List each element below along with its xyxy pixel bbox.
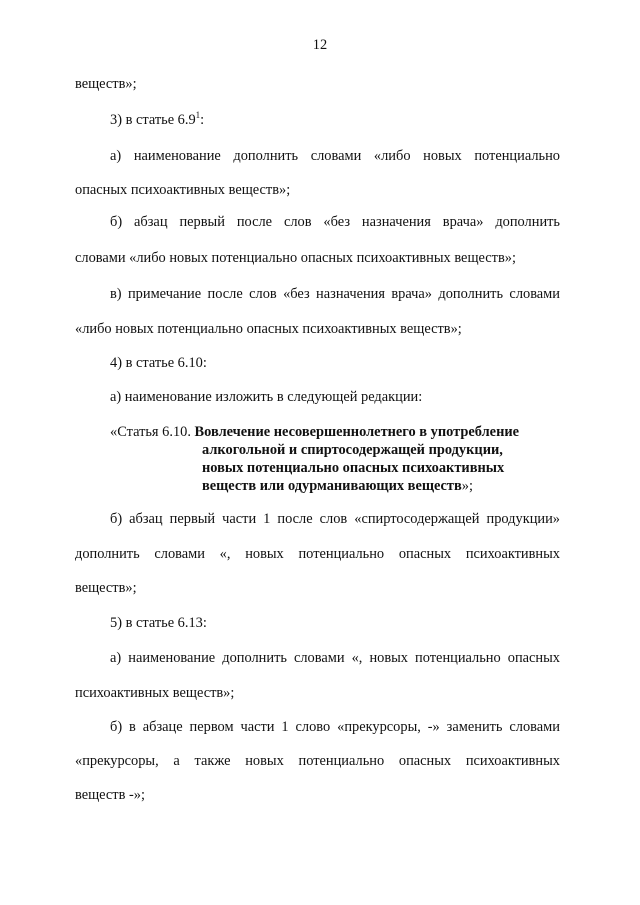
text-line: а) наименование дополнить словами «либо новых потенциально	[110, 148, 560, 164]
article-title-bold: веществ или одурманивающих веществ	[202, 478, 462, 494]
text-line: 5) в статье 6.13:	[110, 615, 207, 631]
text-line: а) наименование дополнить словами «, новых потенциально опасных	[110, 650, 560, 666]
superscript: 1	[195, 110, 201, 120]
text-line: б) в абзаце первом части 1 слово «прекурсоры, -» заменить словами	[110, 719, 560, 735]
article-title-line: алкогольной и спиртосодержащей продукции,	[202, 442, 503, 458]
text-line: опасных психоактивных веществ»;	[75, 182, 291, 198]
article-title-line	[202, 477, 473, 495]
article-title-bold: Вовлечение несовершеннолетнего в употребление	[194, 424, 520, 440]
text-line: дополнить словами «, новых потенциально опасных психоактивных	[75, 546, 560, 562]
text-line: психоактивных веществ»;	[75, 685, 235, 701]
article-label: «Статья 6.10.	[110, 424, 191, 440]
text-line: словами «либо новых потенциально опасных психоактивных веществ»;	[75, 250, 516, 266]
text-line: в) примечание после слов «без назначения врача» дополнить словами	[110, 286, 560, 302]
article-title-line: новых потенциально опасных психоактивных	[202, 460, 505, 476]
text-line: 4) в статье 6.10:	[110, 355, 207, 371]
text-line: :	[200, 112, 205, 128]
item-3-heading	[110, 111, 204, 129]
page-number: 12	[312, 37, 328, 53]
text-line: б) абзац первый после слов «без назначения врача» дополнить	[110, 214, 560, 230]
text-line: веществ -»;	[75, 787, 145, 803]
text-line: «либо новых потенциально опасных психоактивных веществ»;	[75, 321, 462, 337]
article-title-line	[110, 423, 519, 441]
text-line: «прекурсоры, а также новых потенциально опасных психоактивных	[75, 753, 560, 769]
text-line: веществ»;	[75, 76, 137, 92]
text-line: б) абзац первый части 1 после слов «спиртосодержащей продукции»	[110, 511, 560, 527]
text-line: 3) в статье 6.9	[110, 112, 196, 128]
closing-quote: »;	[461, 478, 473, 494]
text-line: а) наименование изложить в следующей редакции:	[110, 389, 423, 405]
text-line: веществ»;	[75, 580, 137, 596]
